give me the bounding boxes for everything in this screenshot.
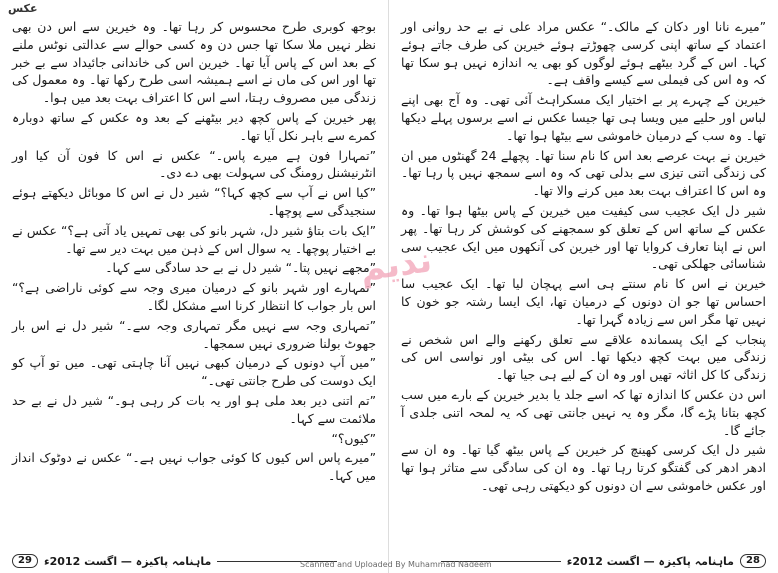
- watermark: ندیم: [357, 240, 435, 290]
- paragraph: ”تمہارے اور شہر بانو کے درمیان میری وجہ سے کوئی ناراضی ہے؟“ اس بار جواب کا انتظار کرنا اسے مشکل لگا۔: [12, 280, 376, 313]
- paragraph: ”تمہاری وجہ سے نہیں مگر تمہاری وجہ سے۔“ شیر دل نے اس بار جھوٹ بولنا ضروری نہیں سمجھا۔: [12, 317, 376, 351]
- paragraph: خیرین نے اس کا نام سنتے ہی اسے پہچان لیا تھا۔ ایک عجیب سا احساس تھا جو ان دونوں کے درمیان تھا، ایک ایسا رشتہ جو خون کا نہیں تھا مگر اس سے زیادہ گہرا تھا۔: [401, 276, 766, 327]
- paragraph: ”تم اتنی دیر بعد ملی ہو اور یہ بات کر رہی ہو۔“ شیر دل نے بے حد ملائمت سے کہا۔: [12, 392, 376, 426]
- paragraph: خیرین کے چہرے پر بے اختیار ایک مسکراہٹ آئی تھی۔ وہ آج بھی اپنے لباس اور حلیے میں ویسا ہی تھا جیسا عکس نے اسے برسوں پہلے دیکھا تھا۔ وہ سب کے درمیان خاموشی سے بیٹھا ہوا تھا۔: [401, 92, 766, 143]
- paragraph: شیر دل ایک عجیب سی کیفیت میں خیرین کے پاس بیٹھا ہوا تھا۔ وہ عکس کے ساتھ اس کے تعلق کو سمجھنے کی کوشش کر رہا تھا۔ پھر اس نے اپنا تعارف کروایا تھا اور خیرین کی آنکھوں میں ایک عجیب سی شناسائی جھلکی تھی۔: [401, 202, 766, 272]
- paragraph: شیر دل ایک کرسی کھینچ کر خیرین کے پاس بیٹھ گیا تھا۔ وہ ان سے ادھر ادھر کی گفتگو کرتا رہا تھا۔ وہ ان کی سادگی سے متاثر ہوا تھا اور عکس خاموشی سے ان دونوں کو دیکھتی رہی تھی۔: [401, 442, 766, 493]
- page-number: 28: [740, 554, 766, 568]
- paragraph: ”مجھے نہیں پتا۔“ شیر دل نے بے حد سادگی سے کہا۔: [105, 260, 376, 276]
- paragraph: ”کیا اس نے آپ سے کچھ کہا؟“ شیر دل نے اس کا موبائل دیکھتے ہوئے سنجیدگی سے پوچھا۔: [12, 185, 376, 218]
- paragraph: ”کیوں؟“: [331, 430, 376, 446]
- page-number: 29: [12, 554, 38, 568]
- left-body-text: [12, 18, 376, 485]
- paragraph: خیرین نے بہت عرصے بعد اس کا نام سنا تھا۔ پچھلے 24 گھنٹوں میں ان کی زندگی اتنی تیزی سے بدلی تھی کہ وہ اسے سمجھ نہیں پا رہا تھا۔ وہ اس کا اعتراف بہت بعد میں کرنے والا تھا۔: [401, 147, 766, 199]
- paragraph: بوجھ کوبری طرح محسوس کر رہا تھا۔ وہ خیرین سے اس دن بھی نظر نہیں ملا سکا تھا جس دن وہ کسی حوالے سے عدالتی نوٹس ملنے کے بعد اس کے پاس آیا تھا۔ خیرین اس کی خاندانی جائیداد سے بے خبر تھا اور اس کی ماں نے اسے ہمیشہ اسی طرح رکھا تھا۔ وہ معمول کی زندگی میں مصروف رہتا، اسے اس کا اعتراف بہت بعد میں ہوا۔: [12, 19, 376, 106]
- paragraph: پھر خیرین کے پاس کچھ دیر بیٹھنے کے بعد وہ عکس کے ساتھ دوبارہ کمرے سے باہر نکل آیا تھا۔: [12, 109, 376, 143]
- paragraph: پنجاب کے ایک پسماندہ علاقے سے تعلق رکھنے والے اس شخص نے زندگی میں بہت کچھ دیکھا تھا۔ اس کی بیٹی اور نواسی اس کی زندگی کا کل اثاثہ تھیں اور وہ ان کے لیے ہی جیا تھا۔: [401, 331, 766, 383]
- paragraph: ”ایک بات بتاؤ شیر دل، شہر بانو کی بھی تمہیں یاد آتی ہے؟“ عکس نے بے اختیار پوچھا۔ یہ سوال اس کے ذہن میں بہت دیر سے تھا۔: [12, 222, 376, 256]
- right-body-text: [401, 18, 766, 495]
- paragraph: اس دن عکس کا اندازہ تھا کہ اسے جلد یا بدیر خیرین کے بارے میں سب کچھ بتانا پڑے گا، مگر وہ یہ نہیں جانتی تھی کہ یہ لمحہ اتنی جلدی آ جائے گا۔: [401, 386, 766, 438]
- right-page: [389, 0, 778, 573]
- scan-credit: Scanned and Uploaded By Muhammad Nadeem: [300, 560, 492, 569]
- paragraph: ”تمہارا فون ہے میرے پاس۔“ عکس نے اس کا فون آن کیا اور انٹرنیشنل رومنگ کی سہولت بھی دے دی۔: [12, 147, 376, 181]
- paragraph: ”میں آپ دونوں کے درمیان کبھی نہیں آنا چاہتی تھی۔ میں تو آپ کو ایک دوست کی طرح جانتی تھی۔“: [12, 355, 376, 389]
- magazine-footer-title: ماہنامہ پاکیزہ — اگست 2012ء: [44, 554, 212, 568]
- paragraph: ”میرے نانا اور دکان کے مالک۔“ عکس مراد علی نے بے حد روانی اور اعتماد کے ساتھ اپنی کرسی چھوڑتے ہوئے خیرین کی طرف جاتے ہوئے کہا۔ اس کے گرد بیٹھے ہوئے لوگوں کو بھی یہ اندازہ نہیں ہو سکا تھا کہ وہ اس کی فیملی سے کیسے واقف ہے۔: [401, 19, 766, 88]
- magazine-footer-title: ماہنامہ پاکیزہ — اگست 2012ء: [566, 554, 734, 568]
- page-header-label: عکس: [8, 2, 38, 15]
- paragraph: ”میرے پاس اس کیوں کا کوئی جواب نہیں ہے۔“ عکس نے دوٹوک انداز میں کہا۔: [12, 450, 376, 484]
